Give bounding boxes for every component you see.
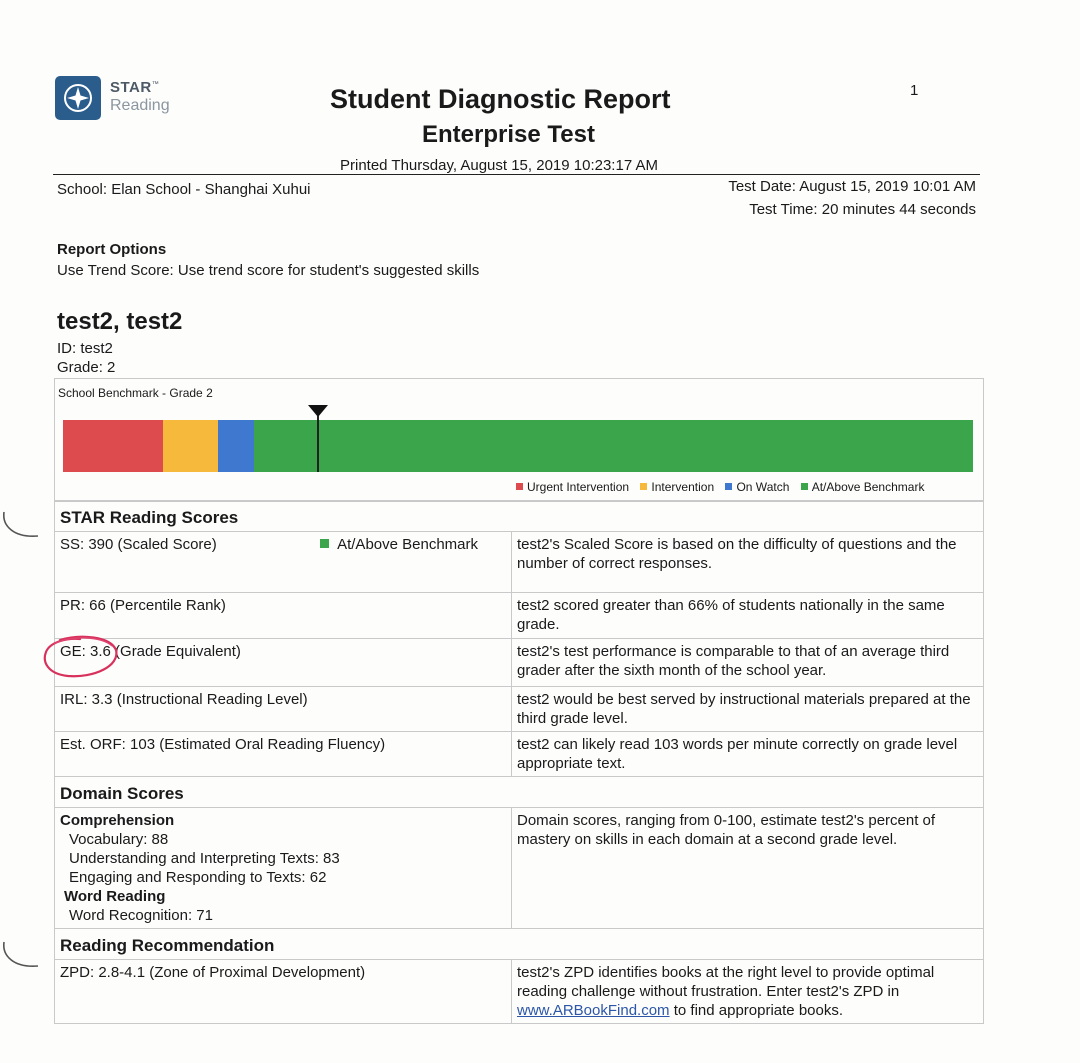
logo-product: Reading: [110, 97, 170, 114]
ss-score: SS: 390 (Scaled Score): [60, 536, 217, 553]
bar-intervention: [163, 420, 218, 472]
ge-score: GE: 3.6 (Grade Equivalent): [55, 639, 512, 687]
legend-item: Urgent Intervention: [516, 480, 629, 494]
table-row: [55, 532, 984, 593]
table-row: [55, 808, 984, 929]
star-reading-logo-icon: [55, 76, 101, 120]
logo-brand: STAR™: [110, 79, 160, 96]
bar-at-above-benchmark: [254, 420, 973, 472]
ge-description: test2's test performance is comparable to that of an average third grader after the sixth month of the school year.: [512, 639, 984, 687]
test-time: Test Time: 20 minutes 44 seconds: [749, 201, 976, 218]
domain-description: Domain scores, ranging from 0-100, estimate test2's percent of mastery on skills in each domain at a second grade level.: [512, 808, 984, 929]
section-star-reading-scores: STAR Reading Scores: [55, 501, 984, 532]
scores-table: [54, 500, 984, 1024]
page-number: 1: [910, 82, 919, 99]
arbookfind-link[interactable]: www.ARBookFind.com: [517, 1002, 670, 1019]
test-date: Test Date: August 15, 2019 10:01 AM: [728, 178, 976, 195]
zpd-score: ZPD: 2.8-4.1 (Zone of Proximal Development): [55, 960, 512, 1024]
report-options-text: Use Trend Score: Use trend score for student's suggested skills: [57, 262, 480, 279]
irl-score: IRL: 3.3 (Instructional Reading Level): [55, 687, 512, 732]
pr-score: PR: 66 (Percentile Rank): [55, 593, 512, 639]
benchmark-label: School Benchmark - Grade 2: [58, 386, 213, 400]
bar-on-watch: [218, 420, 254, 472]
ss-cell: [55, 532, 512, 593]
student-name: test2, test2: [57, 308, 183, 335]
pr-description: test2 scored greater than 66% of students nationally in the same grade.: [512, 593, 984, 639]
comprehension-heading: Comprehension: [60, 812, 175, 829]
section-domain-scores: Domain Scores: [55, 777, 984, 808]
section-reading-recommendation: Reading Recommendation: [55, 929, 984, 960]
table-row: [55, 593, 984, 639]
header-divider: [53, 174, 980, 175]
legend-item: Intervention: [640, 480, 714, 494]
report-options-title: Report Options: [57, 241, 167, 258]
legend-item: At/Above Benchmark: [801, 480, 925, 494]
vocabulary-score: Vocabulary: 88: [69, 831, 169, 848]
irl-description: test2 would be best served by instructional materials prepared at the third grade level.: [512, 687, 984, 732]
table-row: [55, 960, 984, 1024]
hand-drawn-circle-mark: [40, 632, 122, 684]
engaging-score: Engaging and Responding to Texts: 62: [69, 869, 327, 886]
bar-urgent-intervention: [63, 420, 163, 472]
binder-hole-mark: [0, 506, 44, 546]
table-row: [55, 687, 984, 732]
table-row: [55, 732, 984, 777]
understanding-score: Understanding and Interpreting Texts: 83: [69, 850, 340, 867]
printed-date: Printed Thursday, August 15, 2019 10:23:17 AM: [340, 157, 658, 174]
school-name: School: Elan School - Shanghai Xuhui: [57, 181, 311, 198]
score-marker-line: [317, 416, 319, 472]
legend-item: On Watch: [725, 480, 789, 494]
benchmark-legend: [516, 480, 932, 494]
zpd-description: test2's ZPD identifies books at the right level to provide optimal reading challenge without frustration. Enter test2's ZPD in www.ARBookFind.com to find appropriate books.: [512, 960, 984, 1024]
ss-benchmark-badge: At/Above Benchmark: [320, 535, 478, 554]
student-grade: Grade: 2: [57, 359, 116, 376]
report-subtitle: Enterprise Test: [422, 121, 595, 148]
word-recognition-score: Word Recognition: 71: [69, 907, 213, 924]
report-title: Student Diagnostic Report: [330, 84, 671, 114]
domain-scores-cell: [55, 808, 512, 929]
orf-description: test2 can likely read 103 words per minute correctly on grade level appropriate text.: [512, 732, 984, 777]
binder-hole-mark: [0, 936, 44, 976]
orf-score: Est. ORF: 103 (Estimated Oral Reading Fluency): [55, 732, 512, 777]
word-reading-heading: Word Reading: [64, 888, 166, 905]
student-id: ID: test2: [57, 340, 113, 357]
table-row: [55, 639, 984, 687]
ss-description: test2's Scaled Score is based on the difficulty of questions and the number of correct responses.: [512, 532, 984, 593]
